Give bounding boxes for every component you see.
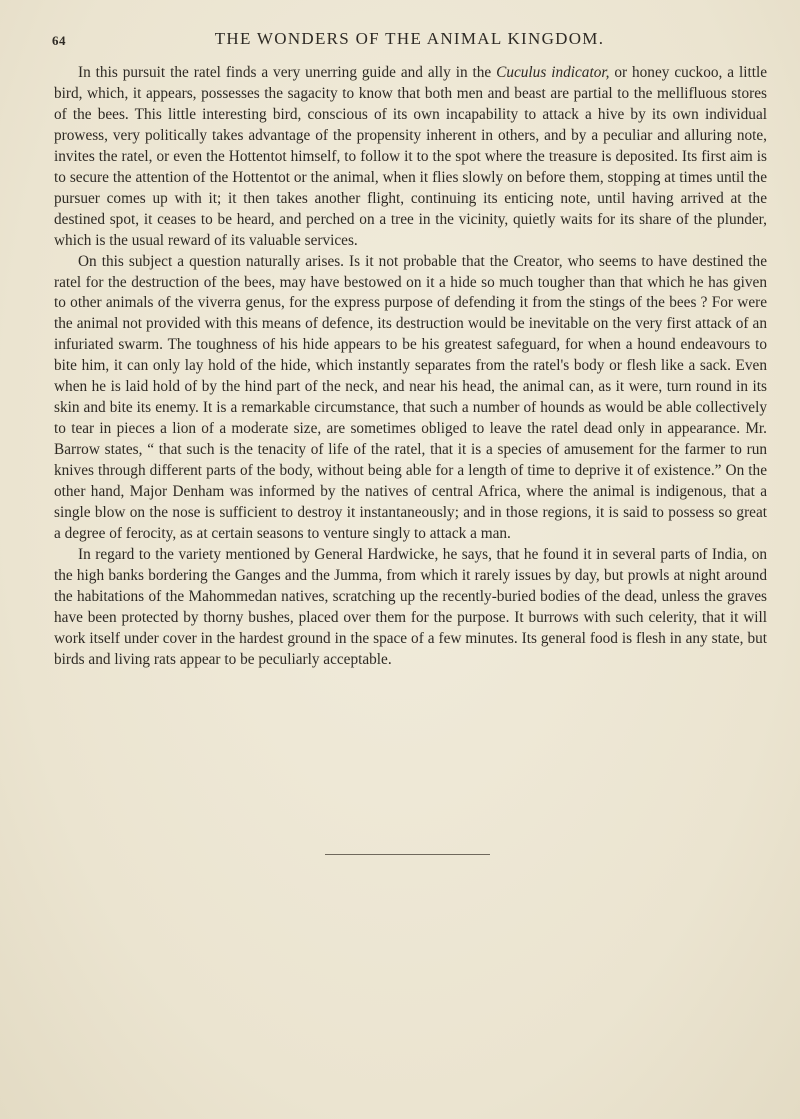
running-title: THE WONDERS OF THE ANIMAL KINGDOM. [214,29,605,48]
species-name: Cuculus indicator, [496,64,610,81]
body-text [54,63,767,671]
section-divider [325,854,490,855]
paragraph-1-text-a: In this pursuit the ratel finds a very unerring guide and ally in the [78,64,497,81]
page-header [52,29,767,53]
paragraph-3: In regard to the variety mentioned by General Hardwicke, he says, that he found it in several parts of India, on the high banks bordering the Ganges and the Jumma, from which it rarely issues by day, but prowls at night around the habitations of the Mahommedan natives, scratching up the recently-buried bodies of the dead, unless the graves have been protected by thorny bushes, placed over them for the purpose. It burrows with such celerity, that it will work itself under cover in the hardest ground in the space of a few minutes. Its general food is flesh in any state, but birds and living rats appear to be peculiarly acceptable. [54,545,767,668]
page-number: 64 [52,33,66,48]
paragraph-1 [54,63,767,252]
paragraph-1-text-b: or honey cuckoo, a little bird, which, it appears, possesses the sagacity to know that both men and beast are partial to the mellifluous stores of the bees. This little interesting bird, conscious of its own incapability to attack a hive by its own individual prowess, very politically takes advantage of the propensity inherent in others, and by a peculiar and alluring note, invites the ratel, or even the Hottentot himself, to follow it to the spot where the treasure is deposited. Its first aim is to secure the attention of the Hottentot or the animal, when it flies slowly on before them, stopping at times until the pursuer comes up with it; it then takes another flight, continuing its enticing note, until having arrived at the destined spot, it ceases to be heard, and perched on a tree in the vicinity, quietly waits for its share of the plunder, which is the usual reward of its valuable services. [54,64,767,249]
paragraph-2: On this subject a question naturally arises. Is it not probable that the Creator, who seems to have destined the ratel for the destruction of the bees, may have bestowed on it a hide so much tougher than that which he has given to other animals of the viverra genus, for the express purpose of defending it from the stings of the bees ? For were the animal not provided with this means of defence, its destruction would be inevitable on the very first attack of an infuriated swarm. The toughness of his hide appears to be his greatest safeguard, for when a hound endeavours to bite him, it can only lay hold of the hide, which instantly separates from the ratel's body or flesh like a sack. Even when he is laid hold of by the hind part of the neck, and near his head, the animal can, as it were, turn round in its skin and bite its enemy. It is a remarkable circumstance, that such a number of hounds as would be able collectively to tear in pieces a lion of a moderate size, are sometimes obliged to leave the ratel dead only in appearance. Mr. Barrow states, “ that such is the tenacity of life of the ratel, that it is a species of amusement for the farmer to run knives through different parts of the body, without being able for a length of time to deprive it of existence.” On the other hand, Major Denham was informed by the natives of central Africa, where the animal is indigenous, that a single blow on the nose is sufficient to destroy it instantaneously; and in those regions, it is said to possess so great a degree of ferocity, as at certain seasons to venture singly to attack a man. [54,252,767,542]
